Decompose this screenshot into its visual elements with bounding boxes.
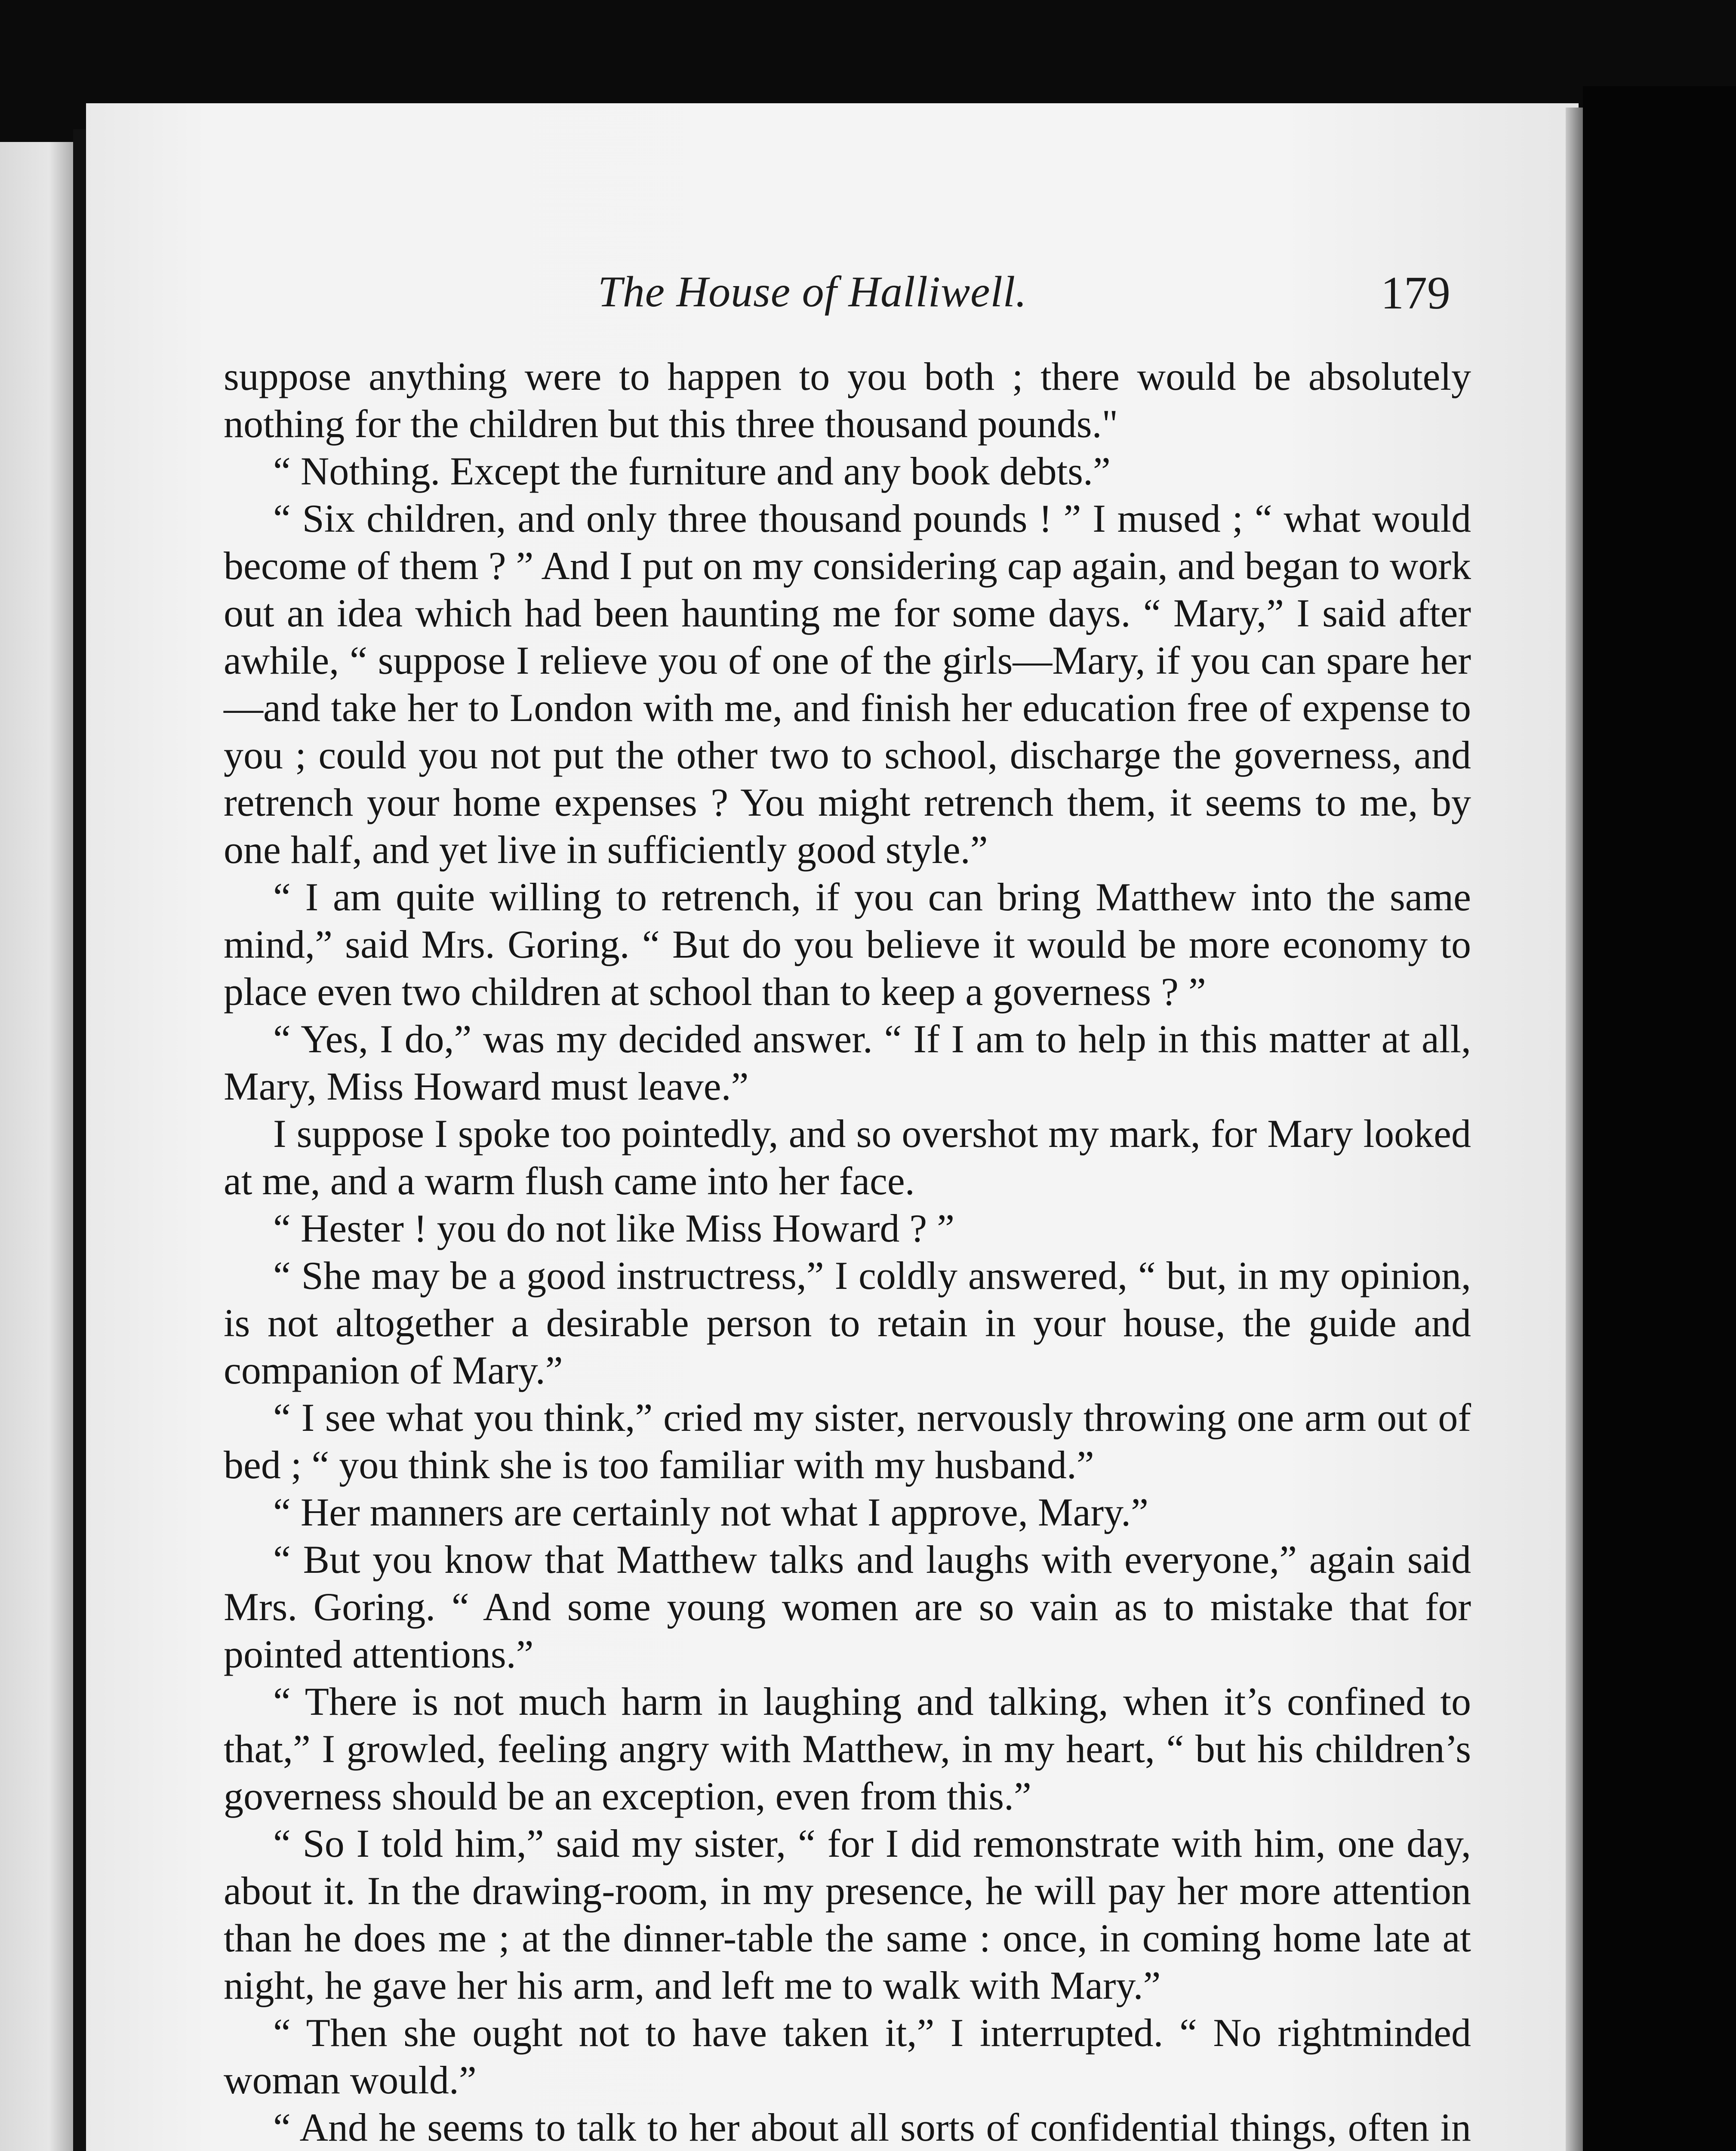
paragraph: “ And he seems to talk to her about all sorts of confidential things, often in xyxy=(273,2105,1471,2149)
scan-margin-right xyxy=(1583,86,1736,2151)
paragraph: “ Six children, and only three thousand pounds ! ” I mused ; “ what would become of them ? ” And I put on my considering cap again, and began to work out an idea which had been haunting me for some days. “ Mary,” I said after awhile, “ suppose I relieve you of one of the girls—Mary, if you can spare her—and take her to London with me, and finish her education free of expense to you ; could you not put the other two to school, discharge the governess, and retrench your home expenses ? You might retrench them, it seems to me, by one half, and yet live in sufficiently good style.” xyxy=(224,496,1471,872)
paragraph: “ Yes, I do,” was my decided answer. “ If I am to help in this matter at all, Mary, Miss Howard must leave.” xyxy=(224,1017,1471,1108)
page-number: 179 xyxy=(1381,268,1450,319)
paragraph: “ But you know that Matthew talks and laughs with everyone,” again said Mrs. Goring. “ And some young women are so vain as to mistake that for pointed attentions.” xyxy=(224,1538,1471,1676)
page-edge-shadow xyxy=(1566,108,1583,2151)
facing-page-edge xyxy=(0,142,82,2151)
paragraph: “ She may be a good instructress,” I coldly answered, “ but, in my opinion, is not altogether a desirable person to retain in your house, the guide and companion of Mary.” xyxy=(224,1254,1471,1392)
paragraph: “ Nothing. Except the furniture and any book debts.” xyxy=(273,449,1111,493)
paragraph: “ Her manners are certainly not what I approve, Mary.” xyxy=(273,1490,1149,1534)
paragraph: suppose anything were to happen to you both ; there would be absolutely nothing for the children but this three thousand pounds." xyxy=(224,354,1471,446)
running-head: The House of Halliwell. xyxy=(598,268,1027,316)
paragraph: “ So I told him,” said my sister, “ for I did remonstrate with him, one day, about it. In the drawing-room, in my presence, he will pay her more attention than he does me ; at the dinner-table the same : once, in coming home late at night, he gave her his arm, and left me to walk with Mary.” xyxy=(224,1821,1471,2007)
paragraph: “ Then she ought not to have taken it,” I interrupted. “ No rightminded woman would.” xyxy=(224,2011,1471,2102)
body-text xyxy=(224,353,1471,2151)
paragraph: I suppose I spoke too pointedly, and so overshot my mark, for Mary looked at me, and a warm flush came into her face. xyxy=(224,1112,1471,1203)
paragraph: “ I am quite willing to retrench, if you can bring Matthew into the same mind,” said Mrs. Goring. “ But do you believe it would be more economy to place even two children at school than to keep a governess ? ” xyxy=(224,875,1471,1014)
paragraph: “ Hester ! you do not like Miss Howard ? ” xyxy=(273,1206,955,1250)
paragraph: “ I see what you think,” cried my sister, nervously throwing one arm out of bed ; “ you think she is too familiar with my husband.” xyxy=(224,1396,1471,1487)
paragraph: “ There is not much harm in laughing and talking, when it’s confined to that,” I growled, feeling angry with Matthew, in my heart, “ but his children’s governess should be an exception, even from this.” xyxy=(224,1680,1471,1818)
